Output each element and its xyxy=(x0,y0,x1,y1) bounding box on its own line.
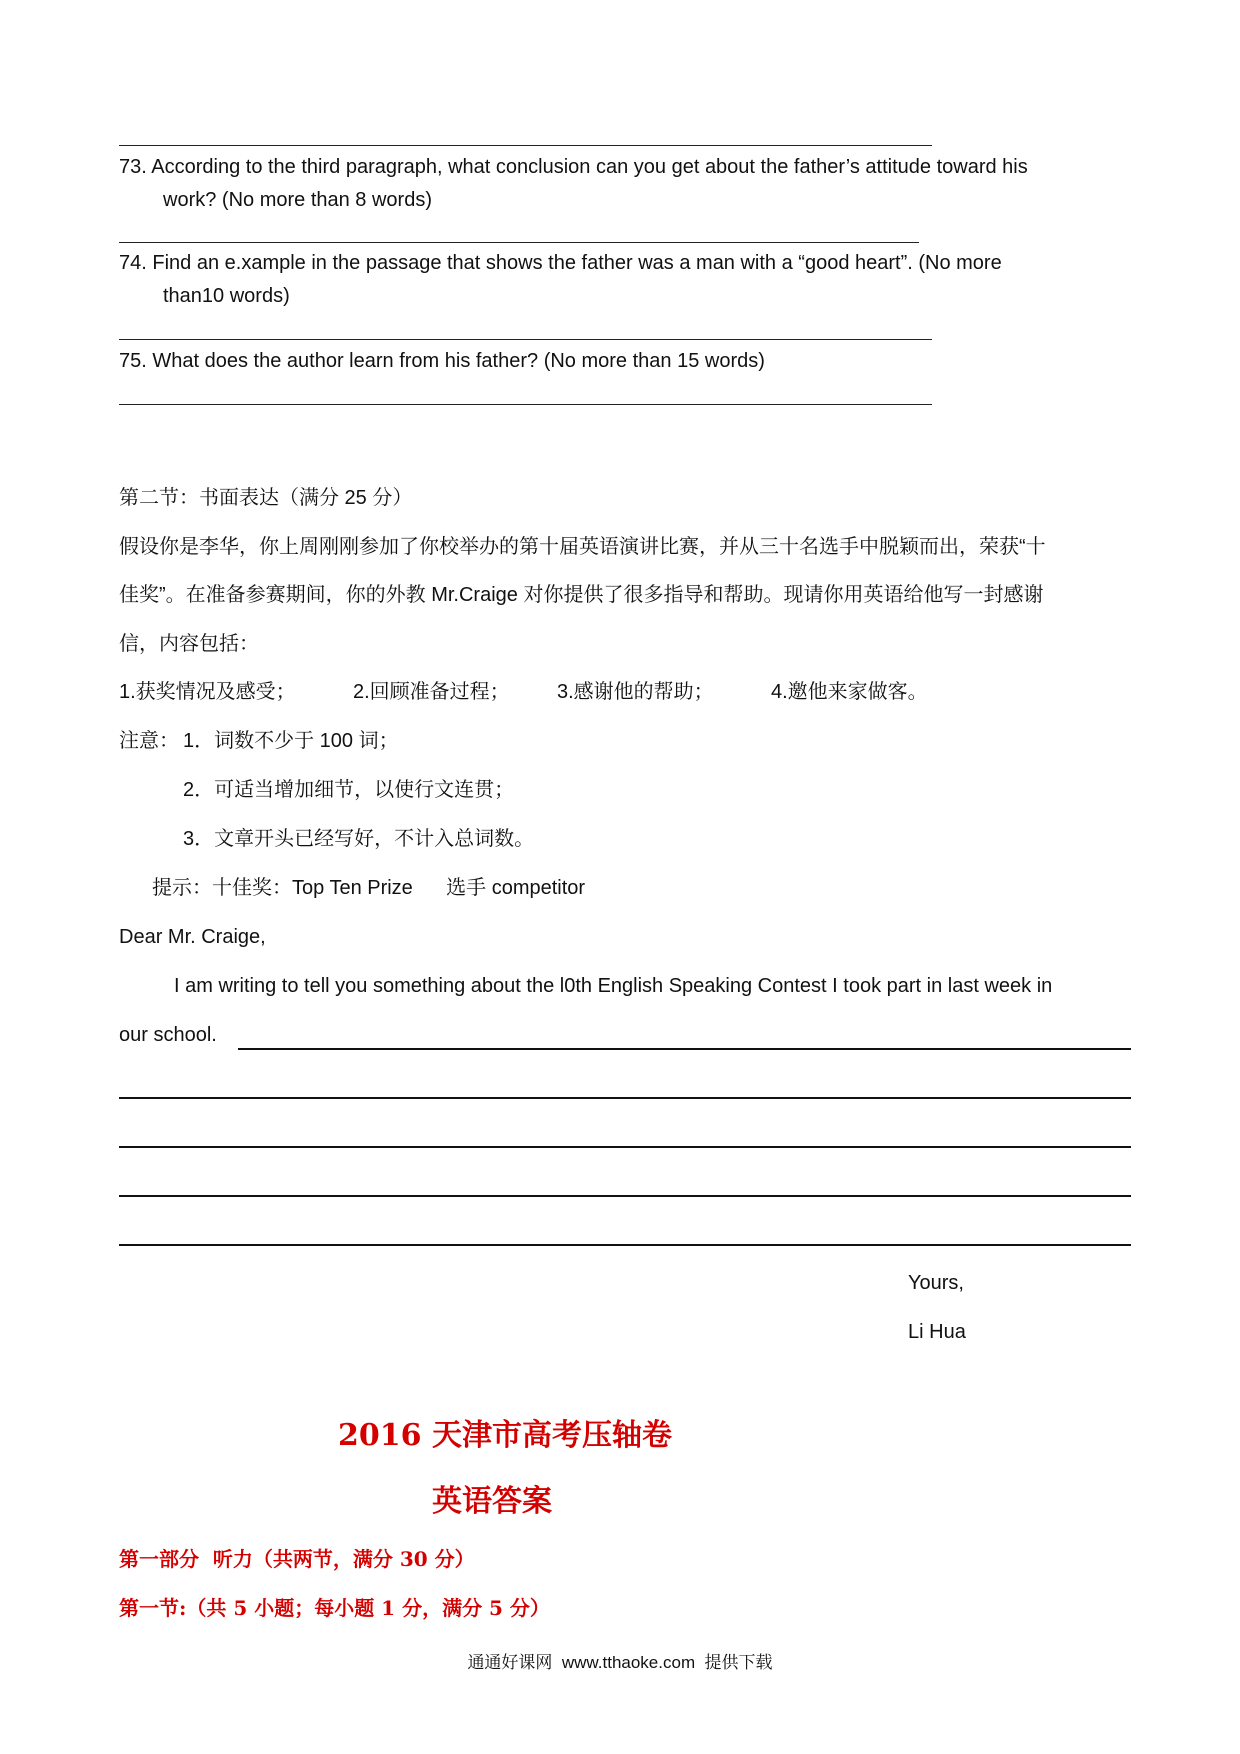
question-73: 73. According to the third paragraph, what conclusion can you get about the father’s attitude toward his work? (No more than 8 words) xyxy=(119,156,1028,211)
answer-line-74 xyxy=(119,339,932,340)
writing-line-5 xyxy=(119,1244,1131,1246)
answer-line-72 xyxy=(119,145,932,146)
question-74: 74. Find an e.xample in the passage that shows the father was a man with a “good heart”. (No more than10 words) xyxy=(119,252,1002,307)
answers-part-1: 第一部分 听力（共两节，满分 30 分） xyxy=(119,1547,475,1571)
notes-label: 注意： xyxy=(119,730,179,752)
footer: 通通好课网 www.tthaoke.com 提供下载 xyxy=(467,1653,773,1672)
content-point-1: 1.获奖情况及感受； xyxy=(119,681,296,703)
prompt-line-2: 佳奖”。在准备参赛期间，你的外教 Mr.Craige 对你提供了很多指导和帮助。现请你用英语给他写一封感谢 xyxy=(119,584,1044,606)
letter-closing: Yours, xyxy=(908,1272,964,1294)
note-2: 2．可适当增加细节，以使行文连贯； xyxy=(183,779,515,801)
answer-line-73 xyxy=(119,242,919,243)
question-75: 75. What does the author learn from his father? (No more than 15 words) xyxy=(119,350,765,372)
section-title: 第二节：书面表达（满分 25 分） xyxy=(119,487,413,509)
prompt-line-3: 信，内容包括： xyxy=(119,633,259,655)
answers-subtitle: 英语答案 xyxy=(432,1484,552,1519)
content-point-2: 2.回顾准备过程； xyxy=(353,681,510,703)
letter-signature: Li Hua xyxy=(908,1321,966,1343)
writing-line-3 xyxy=(119,1146,1131,1148)
hint: 提示：十佳奖：Top Ten Prize 选手 competitor xyxy=(152,877,586,899)
letter-opening-line-1: I am writing to tell you something about the l0th English Speaking Contest I took part in last week in xyxy=(174,975,1053,997)
content-point-3: 3.感谢他的帮助； xyxy=(557,681,714,703)
writing-line-2 xyxy=(119,1097,1131,1099)
prompt-line-1: 假设你是李华，你上周刚刚参加了你校举办的第十届英语演讲比赛，并从三十名选手中脱颖而出，荣获“十 xyxy=(119,536,1046,558)
writing-line-4 xyxy=(119,1195,1131,1197)
letter-opening-line-2: our school. xyxy=(119,1024,217,1046)
answer-line-75 xyxy=(119,404,932,405)
note-3: 3．文章开头已经写好，不计入总词数。 xyxy=(183,828,535,850)
answers-title: 2016 天津市高考压轴卷 xyxy=(338,1418,672,1453)
writing-line-1 xyxy=(238,1048,1131,1050)
content-point-4: 4.邀他来家做客。 xyxy=(771,681,928,703)
note-1: 1．词数不少于 100 词； xyxy=(183,730,399,752)
letter-greeting: Dear Mr. Craige, xyxy=(119,926,266,948)
answers-section-1: 第一节:（共 5 小题；每小题 1 分，满分 5 分） xyxy=(119,1596,550,1620)
